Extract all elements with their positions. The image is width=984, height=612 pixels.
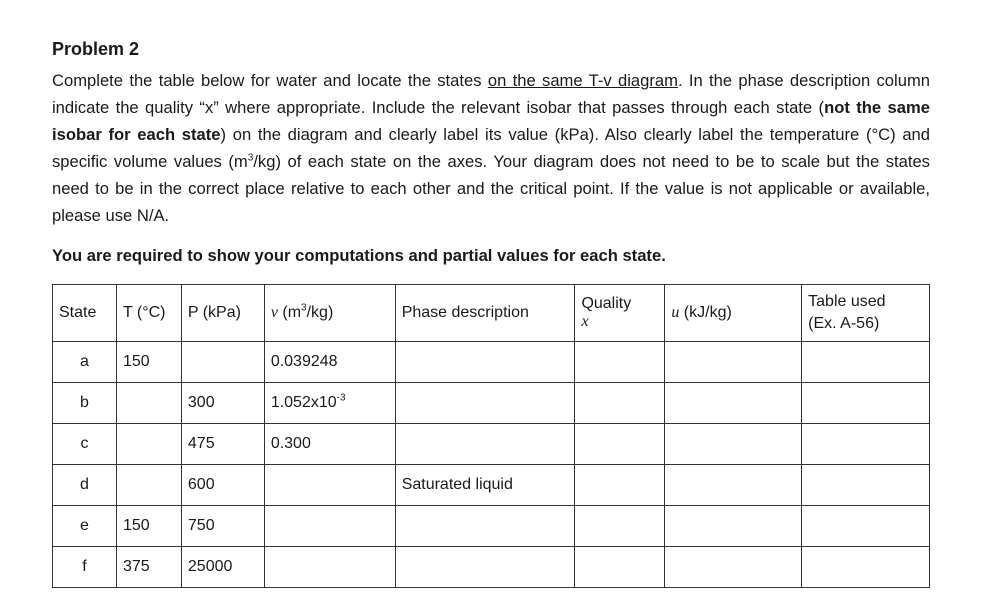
table-row	[53, 465, 930, 506]
state-cell	[53, 383, 117, 424]
state-cell-value: d	[80, 476, 89, 493]
phase-cell-value: Saturated liquid	[401, 476, 513, 493]
internal-energy-cell	[665, 424, 802, 465]
table-header-row	[53, 285, 930, 342]
state-cell	[53, 547, 117, 588]
pressure-cell	[181, 547, 264, 588]
problem-title: Problem 2	[52, 39, 140, 59]
pressure-cell-value: 25000	[187, 558, 233, 575]
specific-volume-cell-value: 1.052x10	[270, 394, 337, 411]
pressure-cell-value: 300	[187, 394, 215, 411]
temperature-cell	[116, 383, 181, 424]
pressure-cell	[181, 424, 264, 465]
header-table-used	[802, 285, 930, 342]
temperature-cell	[116, 424, 181, 465]
table-used-label: Table used	[808, 293, 886, 310]
phase-cell	[395, 547, 575, 588]
phase-cell	[395, 506, 575, 547]
pressure-cell	[181, 506, 264, 547]
u-symbol: u	[671, 304, 680, 321]
requirement-note: You are required to show your computations and partial values for each state.	[52, 246, 666, 265]
state-cell	[53, 465, 117, 506]
state-cell-value: b	[80, 394, 89, 411]
specific-volume-cell	[264, 547, 395, 588]
internal-energy-cell	[665, 383, 802, 424]
properties-table	[52, 284, 930, 588]
quality-cell	[575, 547, 665, 588]
internal-energy-cell	[665, 465, 802, 506]
table-used-cell	[802, 342, 930, 383]
state-cell	[53, 342, 117, 383]
quality-cell	[575, 424, 665, 465]
state-cell	[53, 506, 117, 547]
specific-volume-cell	[264, 383, 395, 424]
state-cell-value: c	[80, 435, 89, 452]
specific-volume-cell	[264, 506, 395, 547]
phase-cell	[395, 342, 575, 383]
state-cell	[53, 424, 117, 465]
table-row	[53, 506, 930, 547]
u-unit: (kJ/kg)	[679, 304, 732, 321]
temperature-cell	[116, 547, 181, 588]
header-specific-volume	[264, 285, 395, 342]
quality-label: Quality	[581, 295, 632, 312]
table-row	[53, 342, 930, 383]
v-unit-sup: 3	[301, 302, 307, 314]
specific-volume-cell	[264, 465, 395, 506]
quality-cell	[575, 465, 665, 506]
header-temperature: T (°C)	[116, 285, 181, 342]
pressure-cell-value: 750	[187, 517, 215, 534]
state-cell-value: e	[80, 517, 89, 534]
phase-cell	[395, 465, 575, 506]
instr-part-5: ) on the diagram and clearly label its value (kPa). Also clearly label the temperature (°C) and specific volume values (m	[52, 125, 931, 171]
instr-part-3: . In the phase description column indicate the quality “x” where appropriate. Include the relevant isobar that passes through each state (	[52, 71, 930, 117]
pressure-cell-value: 475	[187, 435, 215, 452]
table-row	[53, 383, 930, 424]
temperature-cell-value: 150	[122, 517, 150, 534]
temperature-cell-value: 375	[122, 558, 150, 575]
phase-cell	[395, 383, 575, 424]
temperature-cell-value: 150	[122, 353, 150, 370]
specific-volume-cell-value: 0.300	[270, 435, 311, 452]
state-cell-value: f	[82, 558, 87, 575]
instr-underlined: on the same T-v diagram	[487, 71, 678, 90]
table-used-cell	[802, 383, 930, 424]
table-used-example: (Ex. A-56)	[808, 315, 880, 332]
quality-cell	[575, 506, 665, 547]
temperature-cell	[116, 506, 181, 547]
internal-energy-cell	[665, 342, 802, 383]
table-used-cell	[802, 424, 930, 465]
table-used-cell	[802, 465, 930, 506]
specific-volume-cell	[264, 342, 395, 383]
table-used-cell	[802, 547, 930, 588]
pressure-cell-value: 600	[187, 476, 215, 493]
table-row	[53, 424, 930, 465]
table-used-cell	[802, 506, 930, 547]
pressure-cell	[181, 465, 264, 506]
header-quality	[575, 285, 665, 342]
exponent: -3	[336, 392, 346, 404]
state-cell-value: a	[80, 353, 89, 370]
v-unit: (m	[277, 304, 302, 321]
pressure-cell	[181, 342, 264, 383]
v-unit-post: /kg)	[306, 304, 334, 321]
pressure-cell	[181, 383, 264, 424]
temperature-cell	[116, 342, 181, 383]
internal-energy-cell	[665, 547, 802, 588]
quality-cell	[575, 342, 665, 383]
phase-cell	[395, 424, 575, 465]
header-pressure: P (kPa)	[181, 285, 264, 342]
specific-volume-cell-value: 0.039248	[270, 353, 338, 370]
internal-energy-cell	[665, 506, 802, 547]
instr-bold: not the same isobar for each state	[52, 98, 930, 144]
problem-instructions	[52, 67, 930, 229]
instr-part-1: Complete the table below for water and locate the states	[52, 71, 488, 90]
quality-cell	[575, 383, 665, 424]
quality-symbol: x	[581, 313, 589, 330]
specific-volume-cell	[264, 424, 395, 465]
header-phase: Phase description	[395, 285, 575, 342]
header-internal-energy	[665, 285, 802, 342]
table-row	[53, 547, 930, 588]
v-symbol: v	[270, 304, 278, 321]
instr-superscript: 3	[247, 152, 254, 164]
temperature-cell	[116, 465, 181, 506]
header-state: State	[53, 285, 117, 342]
instr-part-7: /kg) of each state on the axes. Your diagram does not need to be to scale but the states need to be in the correct place relative to each other and the critical point. If the value is not applicable or available, please use N/A.	[52, 152, 930, 225]
